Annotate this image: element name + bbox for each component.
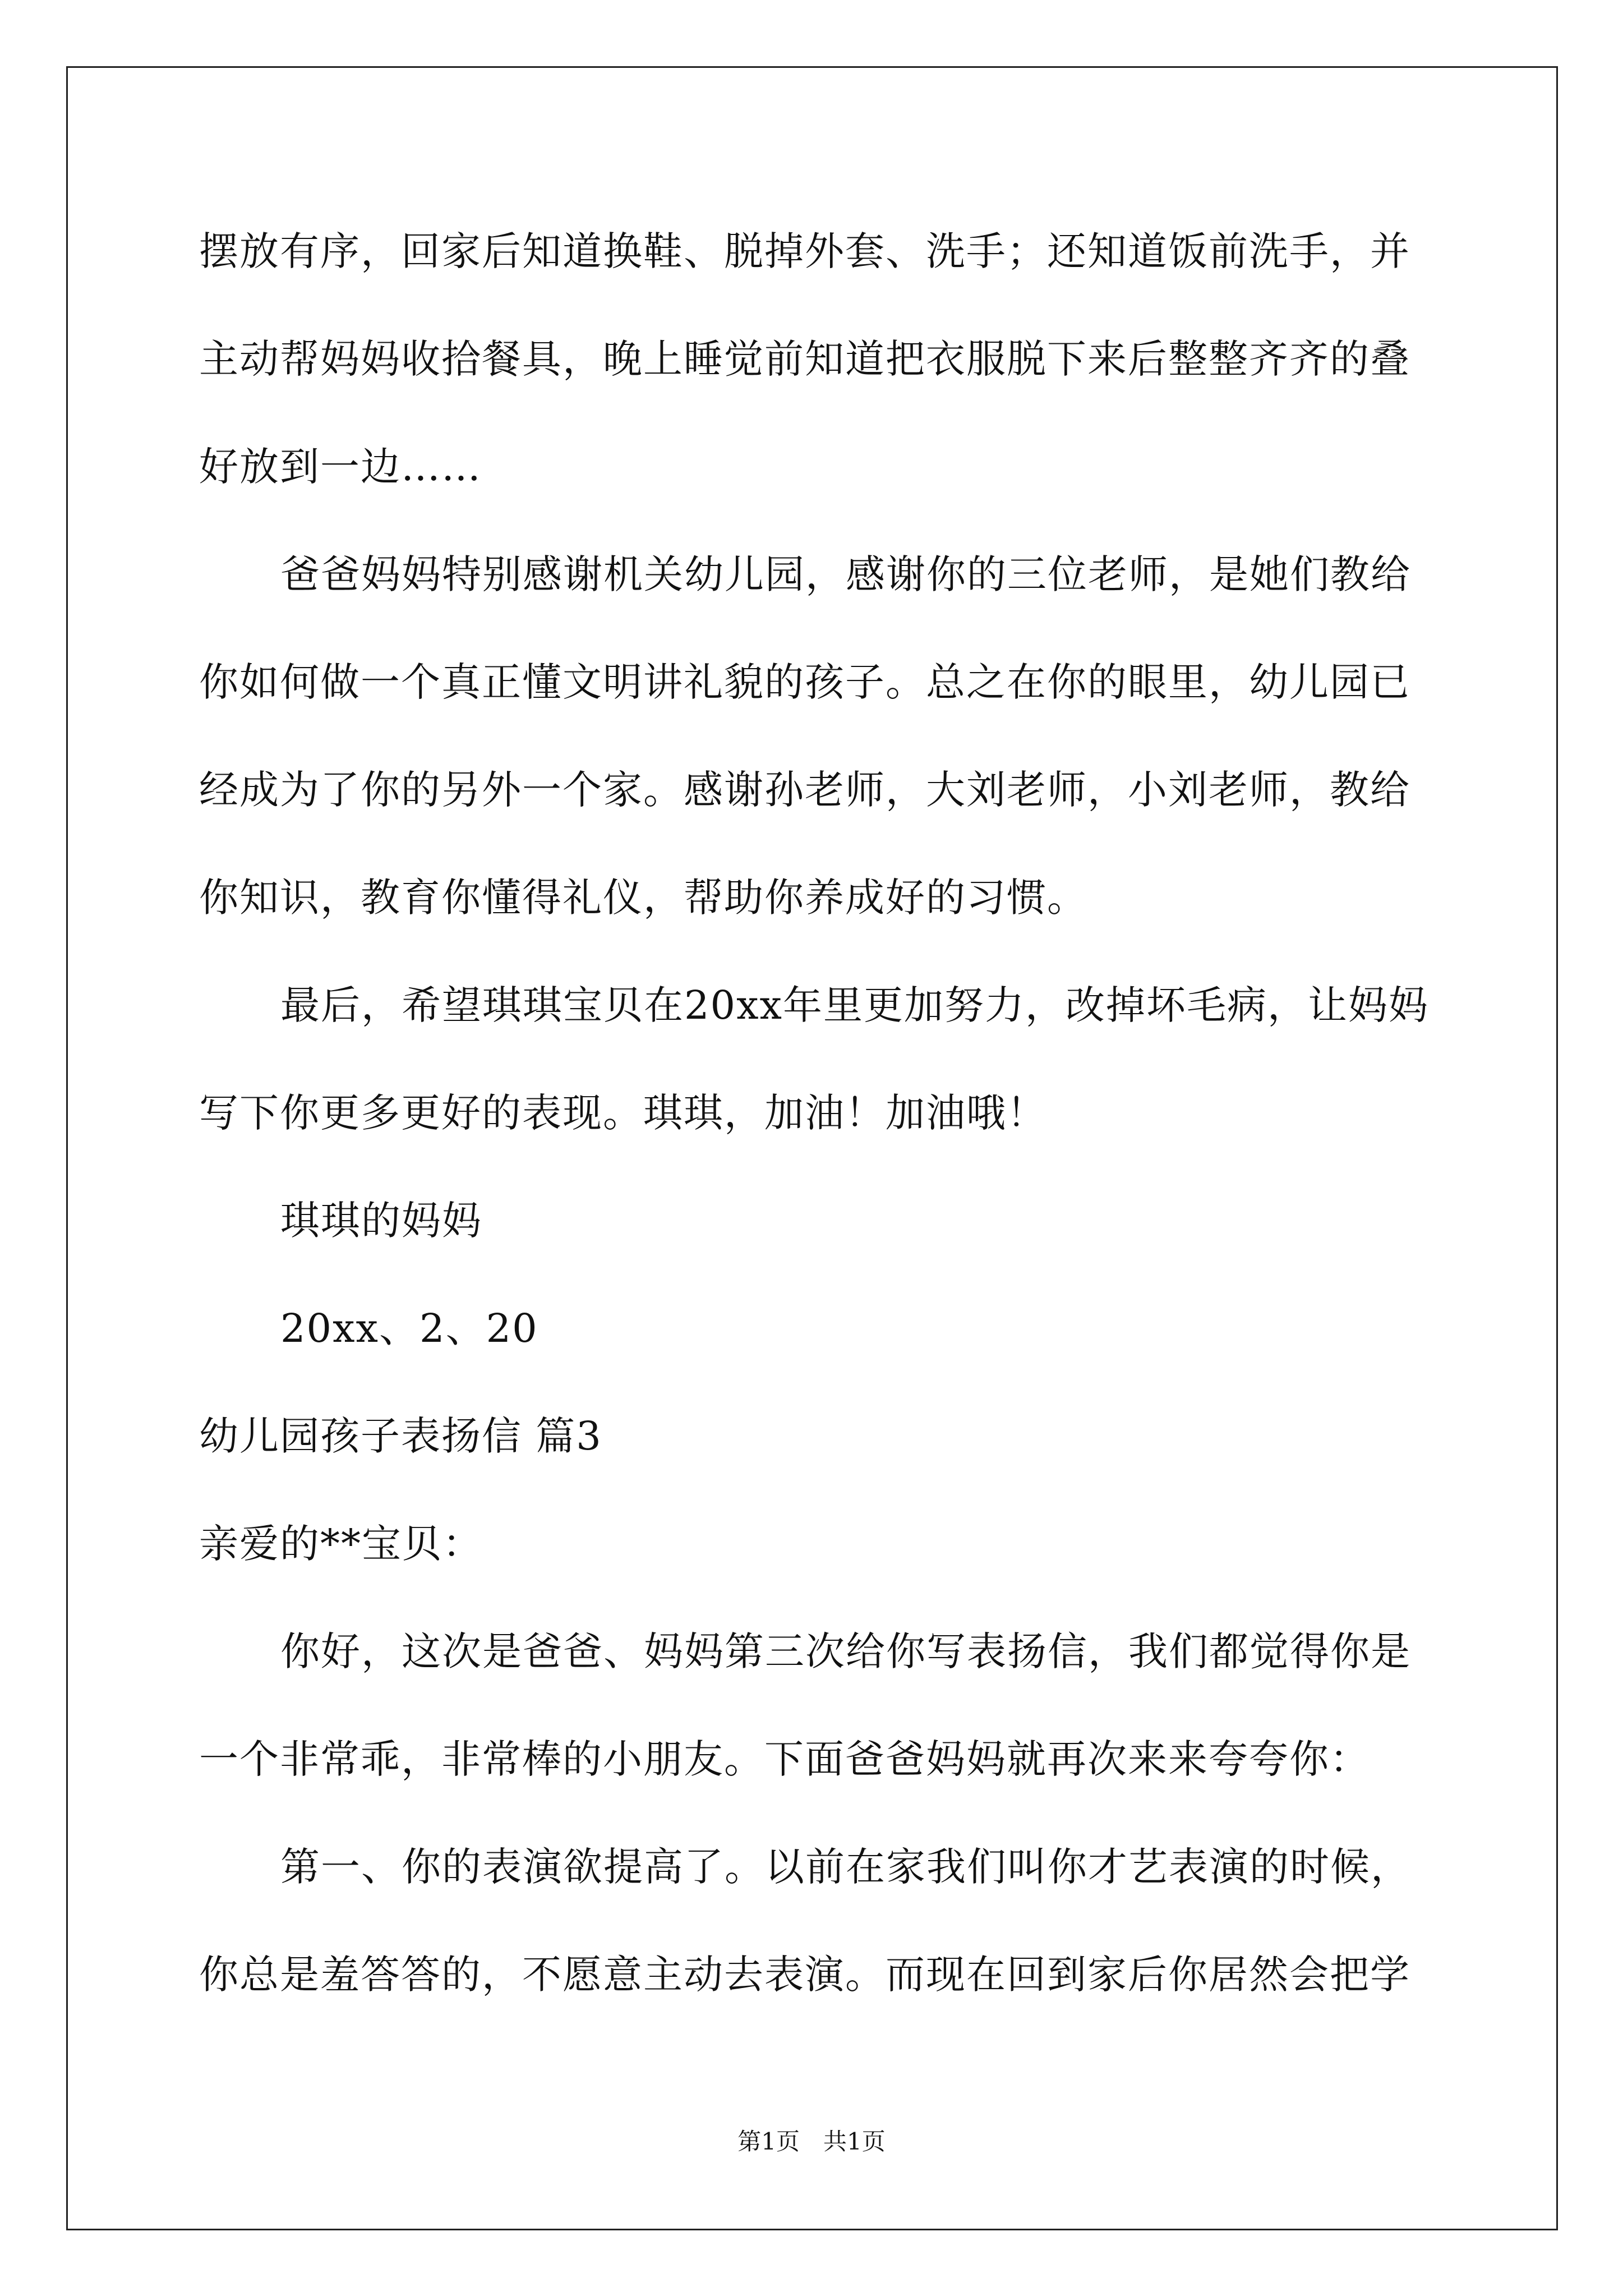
- body-line: 摆放有序，回家后知道换鞋、脱掉外套、洗手；还知道饭前洗手，并: [199, 228, 1410, 274]
- body-line: 爸爸妈妈特别感谢机关幼儿园，感谢你的三位老师，是她们教给: [280, 551, 1411, 597]
- body-line: 你好，这次是爸爸、妈妈第三次给你写表扬信，我们都觉得你是: [280, 1628, 1411, 1674]
- salutation: 亲爱的**宝贝：: [199, 1521, 483, 1567]
- body-line: 第一、你的表演欲提高了。以前在家我们叫你才艺表演的时候，: [280, 1844, 1411, 1890]
- body-line: 主动帮妈妈收拾餐具，晚上睡觉前知道把衣服脱下来后整整齐齐的叠: [199, 336, 1410, 382]
- page-footer: 第1页 共1页: [737, 2128, 886, 2155]
- body-line: 最后，希望琪琪宝贝在20xx年里更加努力，改掉坏毛病，让妈妈: [280, 982, 1430, 1028]
- body-line: 你总是羞答答的，不愿意主动去表演。而现在回到家后你居然会把学: [199, 1952, 1410, 1998]
- section-heading: 幼儿园孩子表扬信 篇3: [199, 1413, 602, 1459]
- body-line: 你知识，教育你懂得礼仪，帮助你养成好的习惯。: [199, 875, 1087, 921]
- signature-name: 琪琪的妈妈: [280, 1198, 482, 1244]
- body-line: 你如何做一个真正懂文明讲礼貌的孩子。总之在你的眼里，幼儿园已: [199, 659, 1410, 705]
- body-line: 经成为了你的另外一个家。感谢孙老师，大刘老师，小刘老师，教给: [199, 767, 1410, 813]
- signature-date: 20xx、2、20: [280, 1305, 538, 1351]
- body-line: 写下你更多更好的表现。琪琪，加油！加油哦！: [199, 1090, 1047, 1136]
- body-line: 一个非常乖，非常棒的小朋友。下面爸爸妈妈就再次来来夸夸你：: [199, 1736, 1370, 1782]
- body-line: 好放到一边……: [199, 444, 482, 490]
- page-border: [66, 66, 1558, 2230]
